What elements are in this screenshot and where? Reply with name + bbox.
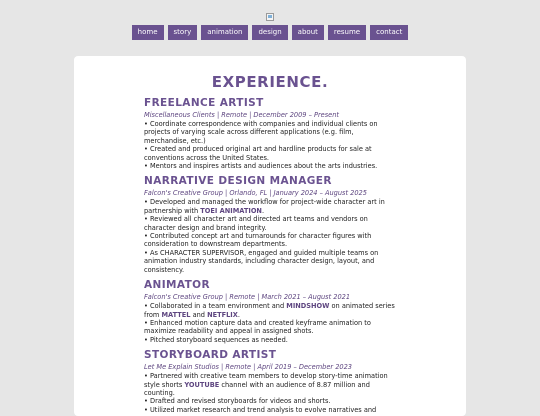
nav-home[interactable]: home (132, 25, 164, 40)
bullet-text: • Coordinate correspondence with companies and individual clients on projects of varying scale across different applications (e.g. film, merchandise, etc.) (144, 120, 378, 145)
highlighted-name: TOEI ANIMATION (200, 206, 262, 215)
job-bullet (144, 302, 396, 319)
bullet-text: . (261, 206, 265, 215)
logo-image-icon (266, 13, 274, 21)
main-nav (0, 25, 540, 40)
highlighted-name: MINDSHOW (286, 302, 330, 311)
bullet-text: on animated series from (144, 302, 395, 319)
bullet-text: • Drafted and revised storyboards for videos and shorts. (144, 397, 331, 406)
job-meta: Miscellaneous Clients | Remote | December 2009 – Present (144, 111, 339, 119)
bullet-text: • Contributed concept art and turnarounds for character figures with consideration to downstream departments. (144, 232, 372, 249)
bullet-text: • Developed and managed the workflow for project-wide character art in partnership with (144, 198, 385, 215)
job-bullet (144, 372, 396, 397)
job-meta: Let Me Explain Studios | Remote | April 2019 – December 2023 (144, 363, 352, 372)
nav-about[interactable]: about (292, 25, 324, 40)
job-bullet (144, 232, 396, 249)
bullet-text: • Collaborated in a team environment and (144, 302, 287, 311)
job-entry (144, 175, 396, 274)
job-title: ANIMATOR (144, 279, 210, 292)
job-bullet (144, 319, 396, 336)
job-bullet (144, 397, 396, 405)
job-title: STORYBOARD ARTIST (144, 349, 277, 362)
bullet-text: • Reviewed all character art and directed art teams and vendors on character design and brand integrity. (144, 215, 368, 232)
highlighted-name: NETFLIX (207, 310, 238, 319)
bullet-text: • Partnered with creative team members to develop story-time animation style shorts (144, 372, 388, 389)
bullet-text: • Utilized market research and trend analysis to evolve narratives and (144, 405, 377, 414)
nav-story[interactable]: story (168, 25, 198, 40)
job-meta: Falcon's Creative Group | Remote | March 2021 – August 2021 (144, 293, 351, 302)
nav-resume[interactable]: resume (328, 25, 366, 40)
nav-animation[interactable]: animation (201, 25, 248, 40)
content-card (74, 56, 466, 416)
job-bullet (144, 198, 396, 215)
job-bullet (144, 249, 396, 274)
job-title: NARRATIVE DESIGN MANAGER (144, 175, 332, 188)
bullet-text: channel with an audience of 8.87 million and counting. (144, 380, 370, 397)
job-bullet (144, 120, 396, 145)
job-entry (144, 97, 396, 170)
bullet-text: • Mentors and inspires artists and audiences about the arts industries. (144, 162, 378, 171)
job-bullet (144, 406, 396, 414)
highlighted-name: YOUTUBE (184, 380, 220, 389)
job-title: FREELANCE ARTIST (144, 97, 264, 109)
bullet-text: • Enhanced motion capture data and created keyframe animation to maximize readability and appeal in assigned shots. (144, 318, 371, 336)
experience-list (144, 97, 396, 416)
bullet-text: . (237, 310, 240, 319)
bullet-text: • Pitched storyboard sequences as needed. (144, 335, 288, 344)
job-bullet (144, 145, 396, 162)
job-bullet (144, 336, 396, 344)
bullet-text: • Created and produced original art and hardline products for sale at conventions across the United States. (144, 145, 372, 162)
nav-contact[interactable]: contact (370, 25, 408, 40)
bullet-text: and (190, 310, 208, 319)
job-bullet (144, 215, 396, 232)
bullet-text: • As CHARACTER SUPERVISOR, engaged and guided multiple teams on animation industry standards, including character design, layout, and consistency. (144, 248, 379, 274)
job-bullet (144, 162, 396, 170)
job-entry (144, 279, 396, 344)
job-entry (144, 349, 396, 414)
page-title: EXPERIENCE. (211, 73, 329, 91)
nav-design[interactable]: design (252, 25, 287, 40)
highlighted-name: MATTEL (161, 310, 191, 319)
job-meta: Falcon's Creative Group | Orlando, FL | January 2024 – August 2025 (144, 189, 367, 198)
